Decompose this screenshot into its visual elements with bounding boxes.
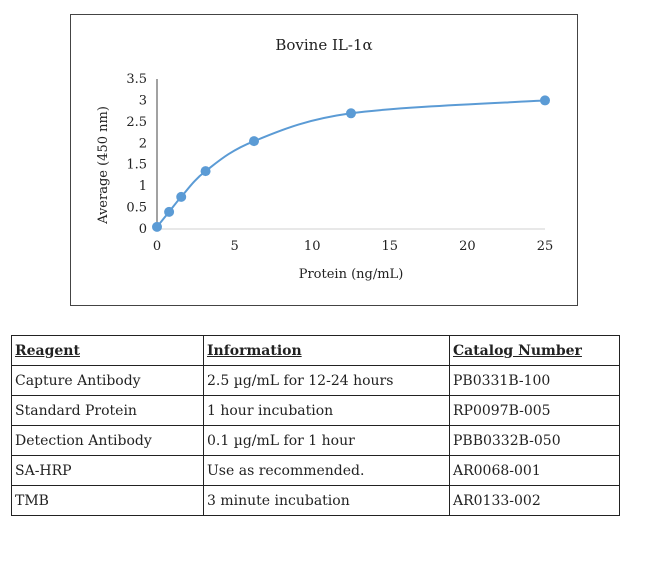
header-information: Information: [204, 336, 450, 366]
y-tick-label: 0.5: [126, 200, 147, 216]
x-tick-label: 15: [381, 239, 399, 254]
standard-curve-chart: [71, 15, 577, 305]
chart-frame: [70, 14, 578, 306]
y-tick-label: 3: [138, 93, 147, 109]
chart-title: Bovine IL-1α: [275, 36, 373, 54]
x-tick-label: 20: [459, 239, 476, 254]
reagent-table: [11, 335, 620, 516]
x-axis-label: Protein (ng/mL): [298, 267, 404, 282]
table-row: [12, 426, 620, 456]
cell-information: Use as recommended.: [204, 456, 450, 486]
data-point: [164, 207, 174, 217]
cell-information: 3 minute incubation: [204, 486, 450, 516]
y-tick-label: 2: [138, 136, 147, 152]
data-points: [152, 95, 550, 231]
cell-reagent: SA-HRP: [12, 456, 204, 486]
table-header-row: [12, 336, 620, 366]
cell-reagent: Detection Antibody: [12, 426, 204, 456]
table-row: [12, 366, 620, 396]
x-tick-label: 0: [152, 239, 162, 254]
y-tick-label: 1.5: [126, 157, 147, 173]
y-tick-label: 1: [138, 179, 147, 195]
data-point: [249, 136, 259, 146]
y-tick-label: 2.5: [126, 114, 147, 130]
data-point: [540, 95, 550, 105]
table-row: [12, 486, 620, 516]
cell-catalog: AR0133-002: [450, 486, 620, 516]
data-point: [346, 108, 356, 118]
cell-reagent: Standard Protein: [12, 396, 204, 426]
cell-catalog: RP0097B-005: [450, 396, 620, 426]
y-axis-label: Average (450 nm): [96, 106, 111, 224]
x-tick-label: 10: [303, 239, 321, 254]
x-axis: [153, 229, 553, 254]
table-row: [12, 396, 620, 426]
cell-catalog: PBB0332B-050: [450, 426, 620, 456]
table-row: [12, 456, 620, 486]
cell-information: 1 hour incubation: [204, 396, 450, 426]
y-axis: [126, 72, 157, 237]
x-tick-label: 25: [536, 239, 554, 254]
cell-catalog: AR0068-001: [450, 456, 620, 486]
cell-information: 0.1 µg/mL for 1 hour: [204, 426, 450, 456]
y-tick-label: 0: [138, 222, 147, 237]
y-tick-label: 3.5: [126, 72, 147, 87]
fit-curve: [157, 100, 545, 226]
header-reagent: Reagent: [12, 336, 204, 366]
cell-reagent: TMB: [12, 486, 204, 516]
data-point: [201, 166, 211, 176]
data-point: [176, 192, 186, 202]
x-tick-label: 5: [230, 239, 239, 254]
cell-catalog: PB0331B-100: [450, 366, 620, 396]
cell-reagent: Capture Antibody: [12, 366, 204, 396]
header-catalog-number: Catalog Number: [450, 336, 620, 366]
data-point: [152, 222, 162, 232]
cell-information: 2.5 µg/mL for 12-24 hours: [204, 366, 450, 396]
